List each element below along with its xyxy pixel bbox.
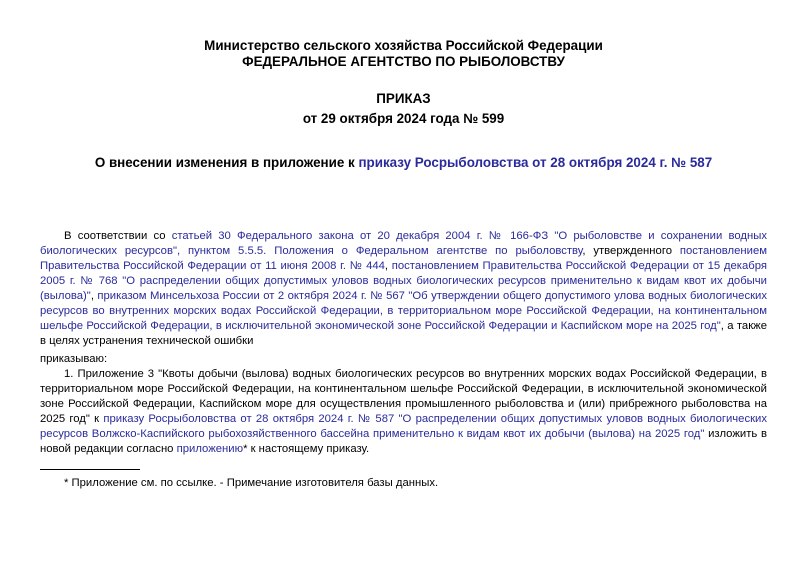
government-decree-768-link[interactable]: постановлением Правительства Российской Федерации от 15 декабря 2005 г. № 768 "О распределении общих допустимых уловов водных биологических ресурсов применительно к видам квот их добычи (вылова)" — [40, 260, 767, 302]
ministry-name: Министерство сельского хозяйства Российской Федерации — [204, 38, 603, 53]
order-587-link[interactable]: приказу Росрыболовства от 28 октября 2024 г. № 587 "О распределении общих допустимых уловов водных биологических ресурсов Волжско-Каспийского рыбохозяйственного бассейна применительно к видам квот их добычи (вылова) на 2025 год" — [40, 413, 768, 440]
item1-text-2: изложить в новой редакции согласно — [40, 428, 767, 455]
preamble-text-4: , — [90, 290, 98, 302]
law-article-link[interactable]: статьей 30 Федерального закона от 20 декабря 2004 г. № 166-ФЗ "О рыболовстве и сохранении водных биологических ресурсов", пунктом 5.5.5. Положения о Федеральном агентстве по рыболовству — [40, 230, 767, 257]
item1-text-1: 1. Приложение 3 "Квоты добычи (вылова) водных биологических ресурсов во внутренних морских водах Российской Федерации, в территориальном море Российской Федерации, на континентальном шельфе Российской Федерации, в исключительной экономической зоне Российской Федерации, Каспийском море для осуществления промышленного рыболовства и (или) прибрежного рыболовства на 2025 год" к — [40, 368, 767, 425]
document-title — [0, 155, 807, 171]
preamble-text-3: , — [384, 260, 392, 272]
item-1-paragraph — [40, 367, 767, 457]
footnote: * Приложение см. по ссылке. - Примечание изготовителя базы данных. — [64, 477, 439, 489]
preamble-paragraph — [40, 229, 767, 349]
ministry-order-567-link[interactable]: приказом Минсельхоза России от 2 октября 2024 г. № 567 "Об утверждении общего допустимого улова водных биологических ресурсов во внутренних морских водах Российской Федерации, в территориальном море Российской Федерации, на континентальном шельфе Российской Федерации, в исключительной экономической зоне Российской Федерации и Каспийском море на 2025 год" — [40, 290, 768, 332]
order-word: приказываю: — [40, 353, 108, 365]
title-prefix: О внесении изменения в приложение к — [94, 155, 359, 170]
preamble-text-1: В соответствии со — [64, 230, 172, 242]
footnote-divider — [40, 469, 140, 470]
item1-text-3: * к настоящему приказу. — [243, 443, 370, 455]
title-order-link[interactable]: приказу Росрыболовства от 28 октября 2024 г. № 587 — [358, 155, 713, 170]
government-decree-444-link[interactable]: постановлением Правительства Российской Федерации от 11 июня 2008 г. № 444 — [40, 245, 767, 272]
preamble-text-5: , а также в целях устранения технической ошибки — [40, 320, 767, 347]
document-date-number: от 29 октября 2024 года № 599 — [302, 111, 505, 126]
appendix-link[interactable]: приложению — [176, 443, 244, 455]
agency-name: ФЕДЕРАЛЬНОЕ АГЕНТСТВО ПО РЫБОЛОВСТВУ — [242, 54, 565, 69]
document-type: ПРИКАЗ — [376, 91, 431, 106]
preamble-text-2: , утвержденного — [582, 245, 680, 257]
